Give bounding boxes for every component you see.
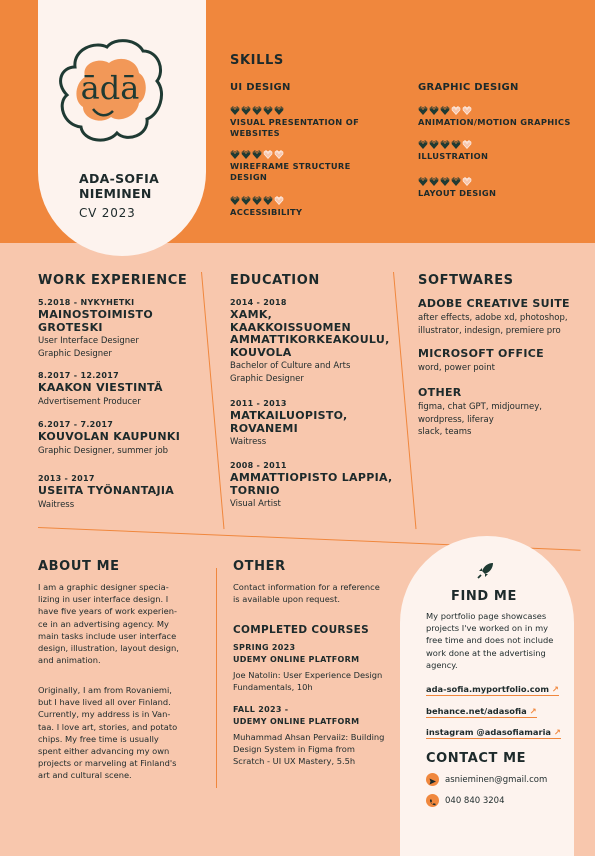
heart-filled-icon <box>241 196 251 205</box>
avatar-text: ādā <box>80 69 140 107</box>
software-group-title: ADOBE CREATIVE SUITE <box>418 297 570 310</box>
heart-filled-icon <box>429 140 439 149</box>
skill-label: WIREFRAME STRUCTURE DESIGN <box>230 161 351 182</box>
courses-heading: COMPLETED COURSES <box>233 624 369 636</box>
entry-description: Advertisement Producer <box>38 396 141 407</box>
skill-item <box>418 106 571 128</box>
email-link[interactable]: asnieminen@gmail.com <box>445 775 548 785</box>
heart-filled-icon <box>418 106 428 115</box>
about-paragraph-1: I am a graphic designer specia- lizing in user interface design. I have five years of work experien- ce in an advertising agency. My main tasks include user interface design, illustration, layout design, and animation. <box>38 582 179 666</box>
heart-filled-icon <box>440 140 450 149</box>
person-name <box>79 171 159 201</box>
skill-label: LAYOUT DESIGN <box>418 188 497 198</box>
entry-title: KOUVOLAN KAUPUNKI <box>38 430 181 443</box>
entry-title: XAMK, KAAKKOISSUOMEN AMMATTIKORKEAKOULU, KOUVOLA <box>230 308 390 359</box>
entry-description: Bachelor of Culture and Arts Graphic Designer <box>230 361 351 384</box>
software-heading: SOFTWARES <box>418 273 514 288</box>
skill-item <box>418 177 496 199</box>
heart-filled-icon <box>451 177 461 186</box>
heart-empty-icon <box>263 150 273 159</box>
avatar <box>55 37 165 147</box>
about-heading: ABOUT ME <box>38 559 120 574</box>
skill-item <box>230 106 359 139</box>
skill-item <box>418 140 488 162</box>
course-term: SPRING 2023 UDEMY ONLINE PLATFORM <box>233 643 360 664</box>
entry-description: Waitress <box>38 499 75 510</box>
course-description: Muhammad Ahsan Pervaiiz: Building Design System in Figma from Scratch - UI UX Mastery, 5.5h <box>233 732 385 767</box>
heart-empty-icon <box>274 150 284 159</box>
entry-description: Waitress <box>230 437 267 447</box>
heart-filled-icon <box>241 106 251 115</box>
arrow-up-right-icon: ↗ <box>553 727 561 737</box>
software-group-list: figma, chat GPT, midjourney, wordpress, liferay slack, teams <box>418 402 542 437</box>
heart-filled-icon <box>252 106 262 115</box>
entry-description: User Interface Designer Graphic Designer <box>38 336 139 359</box>
skill-rating <box>230 150 351 159</box>
phone-icon <box>426 794 439 807</box>
skill-item <box>230 150 351 183</box>
arrow-up-right-icon: ↗ <box>529 706 537 716</box>
name-line-2: NIEMINEN <box>79 186 152 201</box>
entry-title: AMMATTIOPISTO LAPPIA, TORNIO <box>230 471 393 497</box>
skills-heading: SKILLS <box>230 53 284 68</box>
portfolio-link[interactable] <box>426 684 559 696</box>
heart-filled-icon <box>440 106 450 115</box>
rocket-icon <box>476 560 496 580</box>
portfolio-link-label: ada-sofia.myportfolio.com <box>426 684 549 694</box>
contact-heading: CONTACT ME <box>426 751 527 766</box>
ui-design-title: UI DESIGN <box>230 82 291 93</box>
entry-date: 2013 - 2017 <box>38 474 95 483</box>
entry-date: 8.2017 - 12.2017 <box>38 371 119 380</box>
heart-filled-icon <box>418 177 428 186</box>
heart-empty-icon <box>274 196 284 205</box>
heart-filled-icon <box>252 150 262 159</box>
entry-date: 2008 - 2011 <box>230 461 287 470</box>
heart-empty-icon <box>462 106 472 115</box>
heart-empty-icon <box>451 106 461 115</box>
other-heading: OTHER <box>233 559 286 574</box>
heart-filled-icon <box>230 150 240 159</box>
entry-date: 5.2018 - NYKYHETKI <box>38 298 135 307</box>
column-divider <box>201 272 225 529</box>
instagram-link[interactable] <box>426 727 561 739</box>
software-group-list: after effects, adobe xd, photoshop, illustrator, indesign, premiere pro <box>418 313 568 336</box>
skill-rating <box>230 106 359 115</box>
instagram-link-label: instagram @adasofiamaria <box>426 727 552 737</box>
entry-date: 2014 - 2018 <box>230 298 287 307</box>
skill-rating <box>418 177 496 186</box>
heart-filled-icon <box>440 177 450 186</box>
column-divider <box>216 568 217 788</box>
skill-rating <box>418 140 488 149</box>
entry-title: MAINOSTOIMISTO GROTESKI <box>38 308 153 334</box>
heart-filled-icon <box>230 196 240 205</box>
heart-filled-icon <box>274 106 284 115</box>
heart-filled-icon <box>263 196 273 205</box>
entry-title: USEITA TYÖNANTAJIA <box>38 484 175 497</box>
skill-rating <box>418 106 571 115</box>
skill-label: ACCESSIBILITY <box>230 207 303 217</box>
heart-filled-icon <box>252 196 262 205</box>
heart-filled-icon <box>451 140 461 149</box>
heart-filled-icon <box>429 177 439 186</box>
graphic-design-title: GRAPHIC DESIGN <box>418 82 519 93</box>
work-heading: WORK EXPERIENCE <box>38 273 188 288</box>
education-heading: EDUCATION <box>230 273 320 288</box>
heart-empty-icon <box>462 177 472 186</box>
entry-date: 2011 - 2013 <box>230 399 287 408</box>
heart-filled-icon <box>230 106 240 115</box>
entry-title: MATKAILUOPISTO, ROVANEMI <box>230 409 348 435</box>
find-me-text: My portfolio page showcases projects I've worked on in my free time and does not include work done at the advertising agency. <box>426 611 554 670</box>
skill-rating <box>230 196 302 205</box>
heart-filled-icon <box>241 150 251 159</box>
entry-description: Graphic Designer, summer job <box>38 445 169 456</box>
entry-title: KAAKON VIESTINTÄ <box>38 381 163 394</box>
software-group-title: MICROSOFT OFFICE <box>418 347 544 360</box>
send-icon <box>426 773 439 786</box>
entry-description: Visual Artist <box>230 499 281 509</box>
heart-filled-icon <box>263 106 273 115</box>
arrow-up-right-icon: ↗ <box>551 684 559 694</box>
skill-item <box>230 196 302 218</box>
phone-number[interactable]: 040 840 3204 <box>445 796 505 806</box>
cv-year: CV 2023 <box>79 206 136 220</box>
heart-empty-icon <box>462 140 472 149</box>
entry-date: 6.2017 - 7.2017 <box>38 420 114 429</box>
name-line-1: ADA-SOFIA <box>79 171 160 186</box>
column-divider <box>393 272 417 529</box>
skill-label: VISUAL PRESENTATION OF WEBSITES <box>230 117 360 138</box>
find-me-heading: FIND ME <box>451 589 517 604</box>
other-text: Contact information for a reference is available upon request. <box>233 582 380 605</box>
behance-link[interactable] <box>426 706 537 718</box>
skill-label: ANIMATION/MOTION GRAPHICS <box>418 117 571 127</box>
course-term: FALL 2023 - UDEMY ONLINE PLATFORM <box>233 705 360 726</box>
course-description: Joe Natolin: User Experience Design Fundamentals, 10h <box>233 670 383 693</box>
software-group-list: word, power point <box>418 363 495 373</box>
heart-filled-icon <box>429 106 439 115</box>
behance-link-label: behance.net/adasofia <box>426 706 527 716</box>
heart-filled-icon <box>418 140 428 149</box>
skill-label: ILLUSTRATION <box>418 151 489 161</box>
software-group-title: OTHER <box>418 386 462 399</box>
about-paragraph-2: Originally, I am from Rovaniemi, but I have lived all over Finland. Currently, my address is in Van- taa. I love art, stories, and potato chips. My free time is usually spent either advancing my own projects or marveling at Finland's art and cultural scene. <box>38 685 178 781</box>
